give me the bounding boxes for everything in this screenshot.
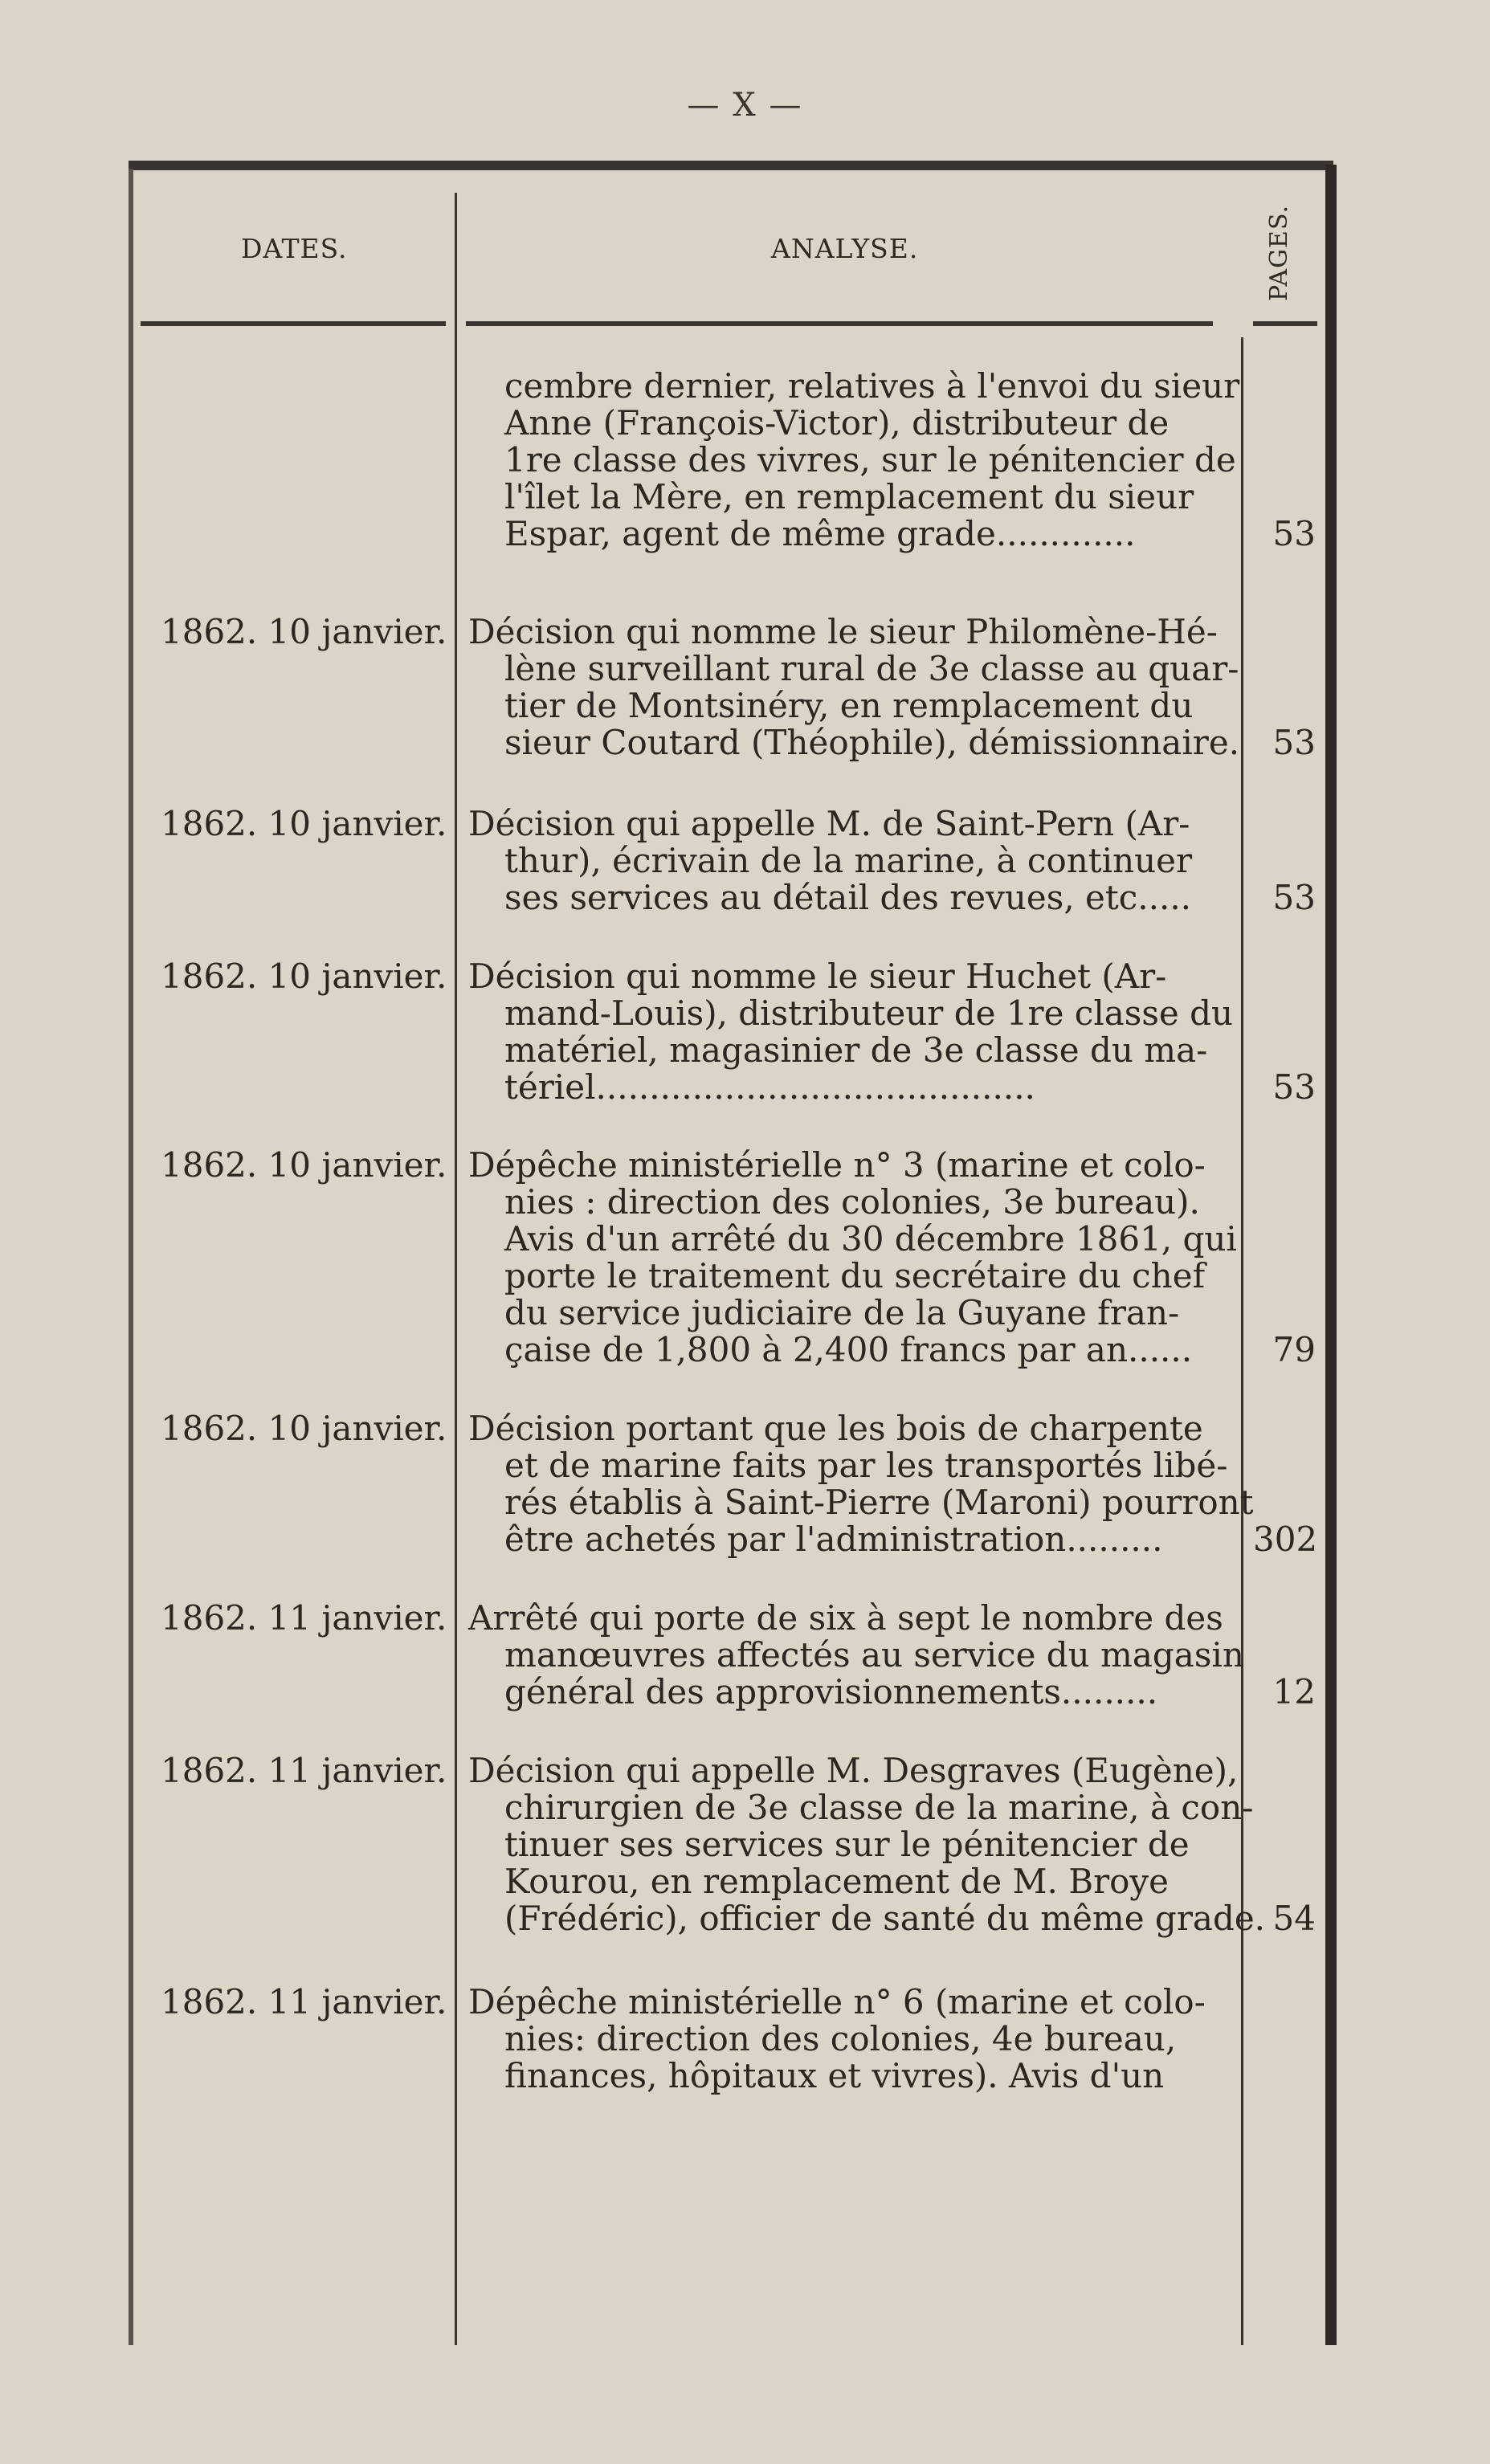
entry-analysis <box>468 612 1240 762</box>
entry-page: 79 <box>1272 1330 1316 1369</box>
entry-date: 1862. 10 janvier. <box>161 612 447 651</box>
entry-analysis <box>468 1984 1225 2095</box>
analysis-line: (Frédéric), officier de santé du même grade. <box>504 1899 1266 1938</box>
analysis-line: porte le traitement du secrétaire du chef <box>504 1256 1206 1295</box>
analysis-line: Kourou, en remplacement de M. Broye <box>504 1862 1170 1901</box>
analysis-line: Décision qui appelle M. Desgraves (Eugène), <box>468 1751 1239 1790</box>
entry-page: 53 <box>1272 878 1316 917</box>
analysis-line: du service judiciaire de la Guyane fran- <box>504 1293 1180 1332</box>
entry-analysis <box>468 1409 1254 1559</box>
column-divider-dates <box>455 193 457 2345</box>
analysis-line: chirurgien de 3e classe de la marine, à con- <box>504 1788 1254 1827</box>
frame-right <box>1325 165 1337 2345</box>
analysis-line: lène surveillant rural de 3e classe au quar- <box>504 649 1239 688</box>
analysis-line: thur), écrivain de la marine, à continuer <box>504 841 1193 880</box>
analysis-line: et de marine faits par les transportés libé- <box>504 1446 1228 1485</box>
column-divider-pages <box>1241 337 1243 2345</box>
entry-analysis <box>468 806 1225 916</box>
entry-date: 1862. 10 janvier. <box>161 957 447 996</box>
column-header-analysis: ANALYSE. <box>771 233 919 264</box>
entry-date: 1862. 10 janvier. <box>161 1409 447 1448</box>
entry-analysis <box>468 366 1240 553</box>
analysis-line: Dépêche ministérielle n° 6 (marine et colo- <box>468 1982 1206 2021</box>
analysis-line: çaise de 1,800 à 2,400 francs par an...... <box>504 1330 1193 1369</box>
entry-page: 302 <box>1253 1520 1318 1559</box>
analysis-line: ses services au détail des revues, etc..... <box>504 878 1192 917</box>
analysis-line: Anne (François-Victor), distributeur de <box>504 403 1170 443</box>
analysis-line: cembre dernier, relatives à l'envoi du sieur <box>504 366 1240 406</box>
frame-left <box>129 169 133 2345</box>
entry-analysis <box>468 1751 1266 1938</box>
entry-date: 1862. 11 janvier. <box>161 1982 447 2021</box>
analysis-line: tériel......................................... <box>504 1067 1035 1107</box>
top-rule <box>129 161 1333 170</box>
analysis-line: nies : direction des colonies, 3e bureau). <box>504 1182 1200 1222</box>
page-number: — X — <box>687 87 803 124</box>
entry-analysis <box>468 957 1234 1107</box>
entry-date: 1862. 11 janvier. <box>161 1751 447 1790</box>
entry-page: 53 <box>1272 514 1316 553</box>
analysis-line: général des approvisionnements......... <box>504 1672 1158 1711</box>
entry-page: 53 <box>1272 1067 1316 1107</box>
analysis-line: matériel, magasinier de 3e classe du ma- <box>504 1030 1208 1070</box>
entry-date: 1862. 11 janvier. <box>161 1598 447 1638</box>
header-rule-pages <box>1253 321 1317 326</box>
analysis-line: manœuvres affectés au service du magasin <box>504 1635 1244 1675</box>
analysis-line: tier de Montsinéry, en remplacement du <box>504 686 1194 725</box>
entry-page: 54 <box>1272 1899 1316 1938</box>
analysis-line: Décision qui nomme le sieur Huchet (Ar- <box>468 957 1167 996</box>
analysis-line: finances, hôpitaux et vivres). Avis d'un <box>504 2056 1165 2095</box>
entry-date: 1862. 10 janvier. <box>161 1145 447 1185</box>
analysis-line: sieur Coutard (Théophile), démissionnaire. <box>504 723 1240 762</box>
analysis-line: 1re classe des vivres, sur le pénitencier de <box>504 440 1236 479</box>
entry-page: 12 <box>1272 1672 1316 1711</box>
header-rule-analysis <box>466 321 1213 326</box>
analysis-line: l'îlet la Mère, en remplacement du sieur <box>504 477 1194 516</box>
column-header-dates: DATES. <box>241 233 348 264</box>
header-rule-dates <box>141 321 446 326</box>
analysis-line: être achetés par l'administration......... <box>504 1520 1163 1559</box>
entry-date: 1862. 10 janvier. <box>161 804 447 843</box>
entry-analysis <box>468 1145 1237 1369</box>
analysis-line: Décision qui appelle M. de Saint-Pern (Ar- <box>468 804 1190 843</box>
column-header-pages: PAGES. <box>1265 205 1293 301</box>
entry-page: 53 <box>1272 723 1316 762</box>
analysis-line: Décision portant que les bois de charpente <box>468 1409 1203 1448</box>
analysis-line: Décision qui nomme le sieur Philomène-Hé- <box>468 612 1218 651</box>
analysis-line: tinuer ses services sur le pénitencier de <box>504 1825 1190 1864</box>
analysis-line: Espar, agent de même grade............. <box>504 514 1136 553</box>
analysis-line: Arrêté qui porte de six à sept le nombre des <box>468 1598 1223 1638</box>
analysis-line: nies: direction des colonies, 4e bureau, <box>504 2019 1177 2058</box>
analysis-line: rés établis à Saint-Pierre (Maroni) pourront <box>504 1483 1254 1522</box>
analysis-line: Dépêche ministérielle n° 3 (marine et colo- <box>468 1145 1206 1185</box>
entry-analysis <box>468 1598 1244 1711</box>
analysis-line: mand-Louis), distributeur de 1re classe du <box>504 993 1234 1033</box>
analysis-line: Avis d'un arrêté du 30 décembre 1861, qui <box>504 1219 1237 1259</box>
